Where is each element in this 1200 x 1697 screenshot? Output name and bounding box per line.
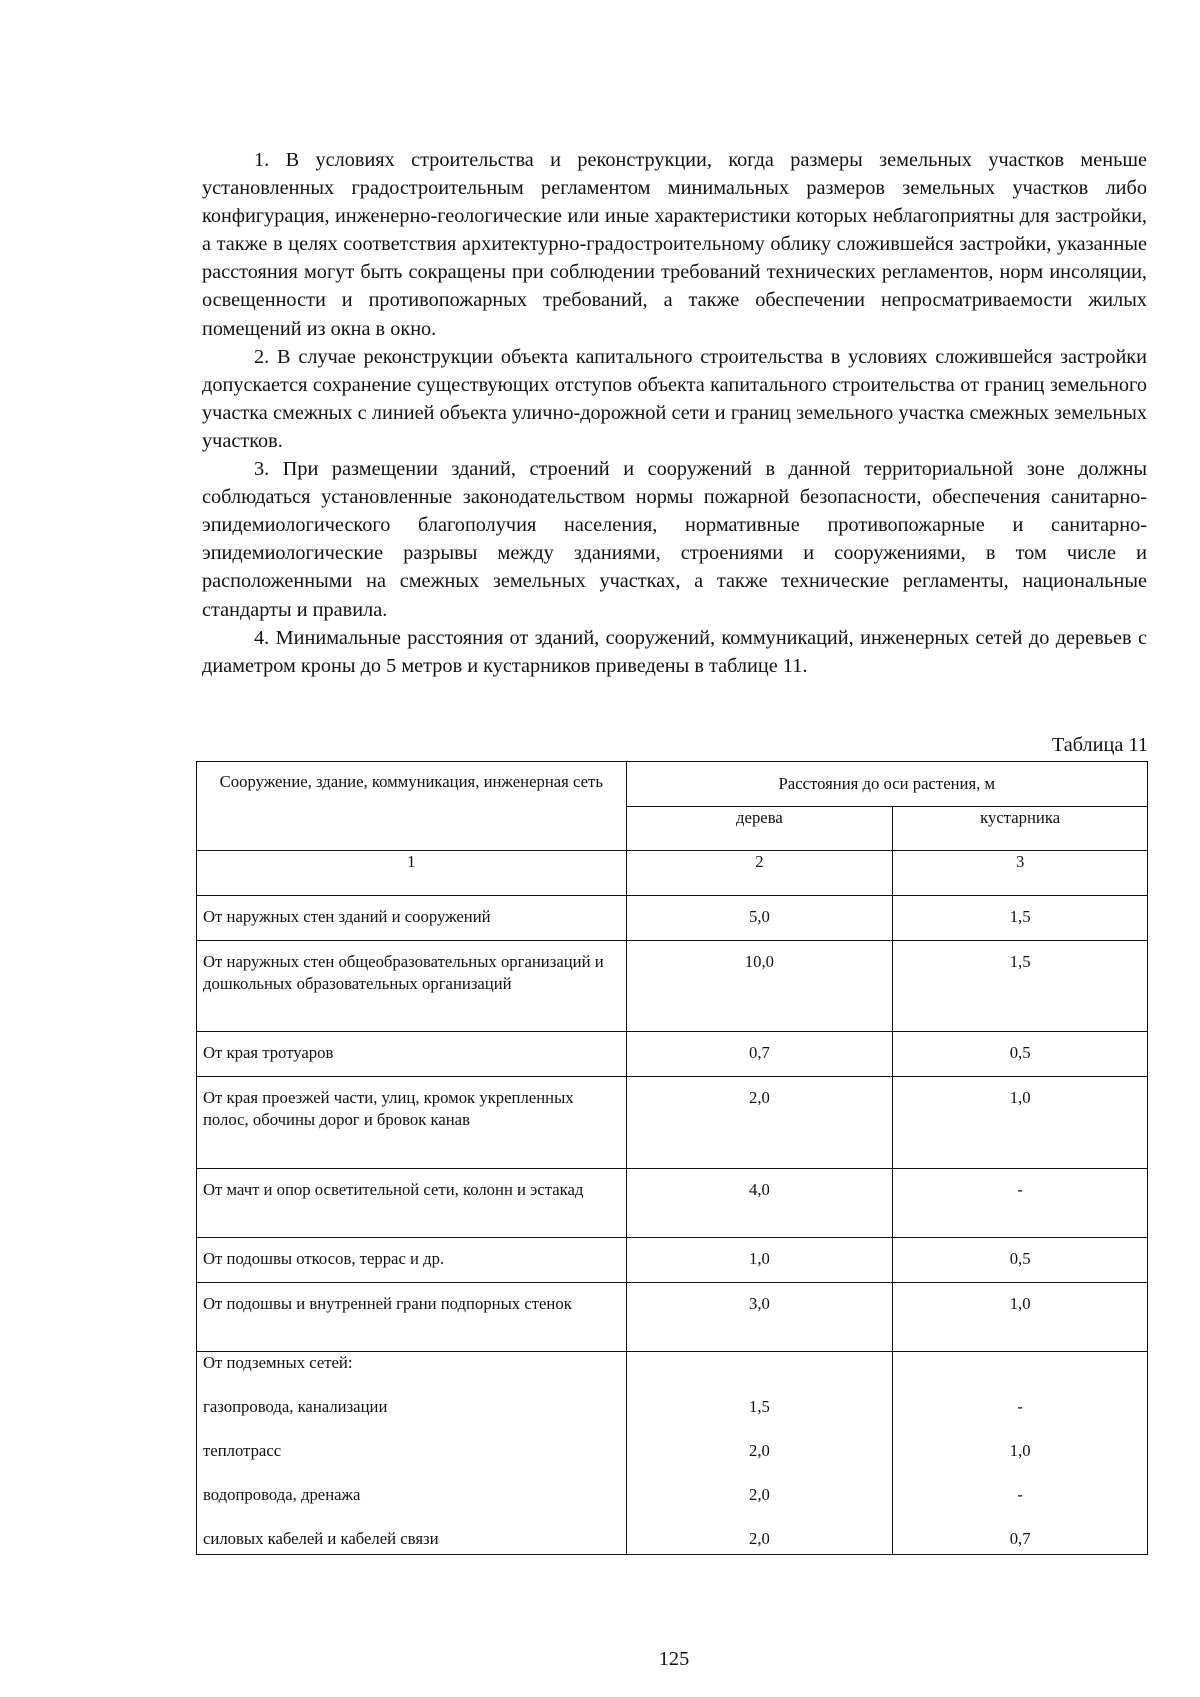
- column-numbers-row: [197, 851, 1148, 896]
- header-bush: кустарника: [893, 807, 1148, 851]
- row-tree-distance: 3,0: [626, 1283, 893, 1352]
- underground-tree-distances: [626, 1352, 893, 1555]
- table-row: [197, 1283, 1148, 1352]
- row-bush-distance: -: [893, 1169, 1148, 1238]
- underground-tree-distance: 2,0: [748, 1529, 770, 1548]
- underground-bush-distance: 0,7: [1009, 1529, 1031, 1548]
- underground-bush-distances: [893, 1352, 1148, 1555]
- row-tree-distance: 10,0: [626, 941, 893, 1032]
- underground-item: водопровода, дренажа: [203, 1485, 361, 1504]
- underground-bush-distance: 1,0: [1009, 1441, 1031, 1460]
- row-tree-distance: 4,0: [626, 1169, 893, 1238]
- table-row: [197, 941, 1148, 1032]
- row-bush-distance: 1,0: [893, 1283, 1148, 1352]
- underground-structures: [197, 1352, 627, 1555]
- underground-tree-distance: 1,5: [748, 1397, 770, 1416]
- underground-tree-distance: 2,0: [748, 1441, 770, 1460]
- underground-title-spacer: [633, 1352, 887, 1396]
- paragraph-3: 3. При размещении зданий, строений и сооружений в данной территориальной зоне должны соблюдаться установленные законодательством нормы пожарной безопасности, обеспечения санитарно-эпидемиологического благополучия населения, нормативные противопожарные и санитарно-эпидемиологические разрывы между зданиями, строениями и сооружениями, в том числе и расположенными на смежных земельных участках, а также технические регламенты, национальные стандарты и правила.: [202, 458, 1147, 621]
- underground-bush-distance: -: [1017, 1397, 1023, 1416]
- body-text: [202, 146, 1147, 680]
- underground-item: газопровода, канализации: [203, 1397, 388, 1416]
- page-number: 125: [658, 1648, 690, 1670]
- column-number: 2: [626, 851, 893, 896]
- underground-title-spacer: [899, 1352, 1141, 1396]
- row-bush-distance: 1,5: [893, 896, 1148, 941]
- table-caption: Таблица 11: [1051, 734, 1148, 756]
- table-header-row: [197, 762, 1148, 807]
- table-row: [197, 896, 1148, 941]
- table-row: [197, 1032, 1148, 1077]
- table-row-underground: [197, 1352, 1148, 1555]
- underground-bush-distance: -: [1017, 1485, 1023, 1504]
- row-bush-distance: 1,5: [893, 941, 1148, 1032]
- underground-item: силовых кабелей и кабелей связи: [203, 1529, 439, 1548]
- underground-tree-distance: 2,0: [748, 1485, 770, 1504]
- distances-table: [196, 761, 1148, 1555]
- row-bush-distance: 0,5: [893, 1032, 1148, 1077]
- column-number: 3: [893, 851, 1148, 896]
- row-structure: От края проезжей части, улиц, кромок укрепленных полос, обочины дорог и бровок канав: [197, 1077, 627, 1169]
- header-structure: Сооружение, здание, коммуникация, инженерная сеть: [197, 762, 627, 851]
- row-tree-distance: 1,0: [626, 1238, 893, 1283]
- row-tree-distance: 5,0: [626, 896, 893, 941]
- table-row: [197, 1077, 1148, 1169]
- header-distance-group: Расстояния до оси растения, м: [626, 762, 1147, 807]
- row-bush-distance: 0,5: [893, 1238, 1148, 1283]
- row-structure: От подошвы откосов, террас и др.: [197, 1238, 627, 1283]
- table-row: [197, 1169, 1148, 1238]
- row-structure: От мачт и опор осветительной сети, колонн и эстакад: [197, 1169, 627, 1238]
- row-structure: От края тротуаров: [197, 1032, 627, 1077]
- row-tree-distance: 0,7: [626, 1032, 893, 1077]
- row-structure: От наружных стен общеобразовательных организаций и дошкольных образовательных организаций: [197, 941, 627, 1032]
- row-tree-distance: 2,0: [626, 1077, 893, 1169]
- paragraph-2: 2. В случае реконструкции объекта капитального строительства в условиях сложившейся застройки допускается сохранение существующих отступов объекта капитального строительства от границ земельного участка смежных с линией объекта улично-дорожной сети и границ земельного участка смежных земельных участков.: [202, 345, 1147, 452]
- row-structure: От подошвы и внутренней грани подпорных стенок: [197, 1283, 627, 1352]
- header-tree: дерева: [626, 807, 893, 851]
- underground-item: теплотрасс: [203, 1441, 282, 1460]
- column-number: 1: [197, 851, 627, 896]
- underground-title: От подземных сетей:: [203, 1353, 353, 1372]
- paragraph-4: 4. Минимальные расстояния от зданий, сооружений, коммуникаций, инженерных сетей до деревьев с диаметром кроны до 5 метров и кустарников приведены в таблице 11.: [202, 626, 1147, 677]
- row-structure: От наружных стен зданий и сооружений: [197, 896, 627, 941]
- row-bush-distance: 1,0: [893, 1077, 1148, 1169]
- table-row: [197, 1238, 1148, 1283]
- paragraph-1: 1. В условиях строительства и реконструкции, когда размеры земельных участков меньше установленных градостроительным регламентом минимальных размеров земельных участков либо конфигурация, инженерно-геологические или иные характеристики которых неблагоприятны для застройки, а также в целях соответствия архитектурно-градостроительному облику сложившейся застройки, указанные расстояния могут быть сокращены при соблюдении требований технических регламентов, норм инсоляции, освещенности и противопожарных требований, а также обеспечении непросматриваемости жилых помещений из окна в окно.: [202, 149, 1147, 340]
